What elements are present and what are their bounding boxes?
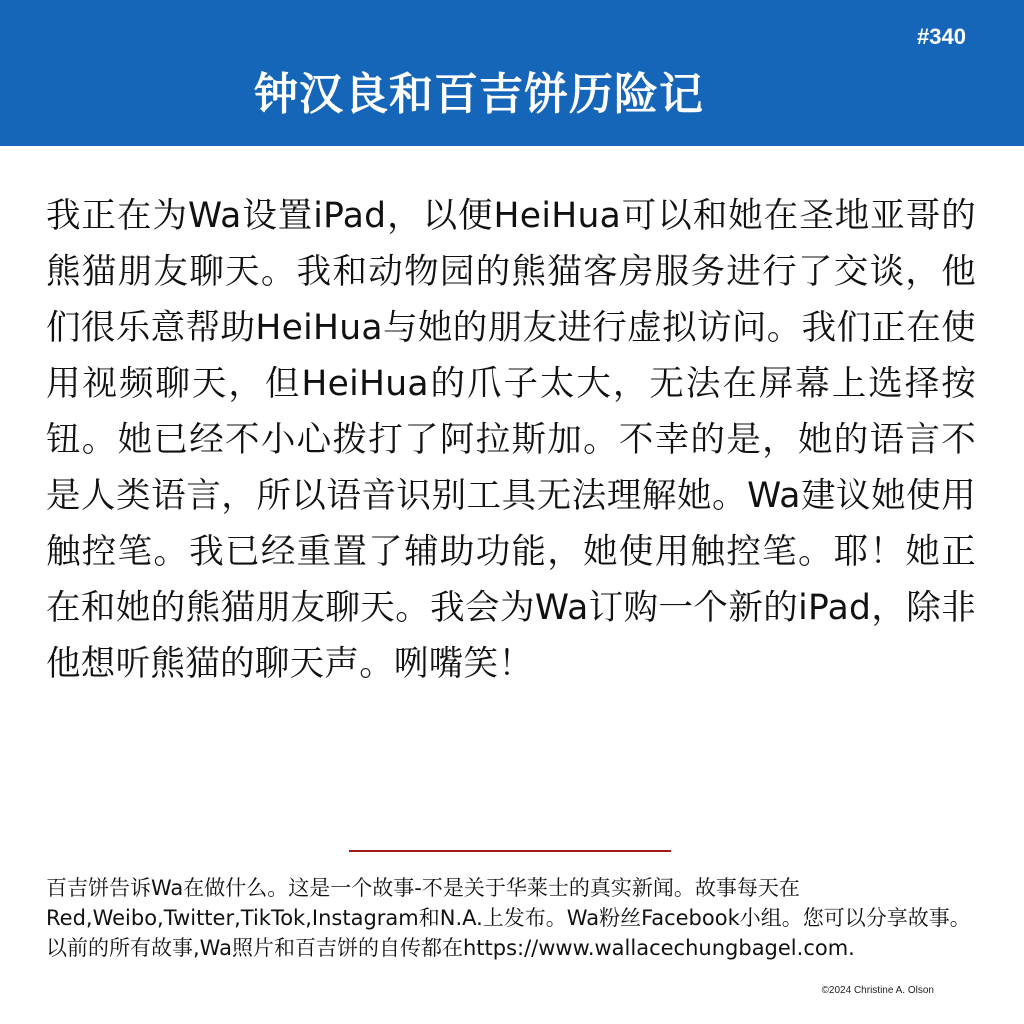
section-divider [349,850,671,852]
footer-note: 百吉饼告诉Wa在做什么。这是一个故事-不是关于华莱士的真实新闻。故事每天在Red,Weibo,Twitter,TikTok,Instagram和N.A.上发布。Wa粉丝Facebook小组。您可以分享故事。以前的所有故事,Wa照片和百吉饼的自传都在https://www.wallacechungbagel.com. [46,876,971,960]
episode-number: #340 [917,24,966,49]
story-body: 我正在为Wa设置iPad，以便HeiHua可以和她在圣地亚哥的熊猫朋友聊天。我和动物园的熊猫客房服务进行了交谈，他们很乐意帮助HeiHua与她的朋友进行虚拟访问。我们正在使用视频聊天，但HeiHua的爪子太大，无法在屏幕上选择按钮。她已经不小心拨打了阿拉斯加。不幸的是，她的语言不是人类语言，所以语音识别工具无法理解她。Wa建议她使用触控笔。我已经重置了辅助功能，她使用触控笔。耶！她正在和她的熊猫朋友聊天。我会为Wa订购一个新的iPad，除非他想听熊猫的聊天声。咧嘴笑！ [46,196,976,684]
copyright-notice: ©2024 Christine A. Olson [821,985,934,996]
header-banner [0,0,1024,146]
page-title: 钟汉良和百吉饼历险记 [254,69,704,120]
